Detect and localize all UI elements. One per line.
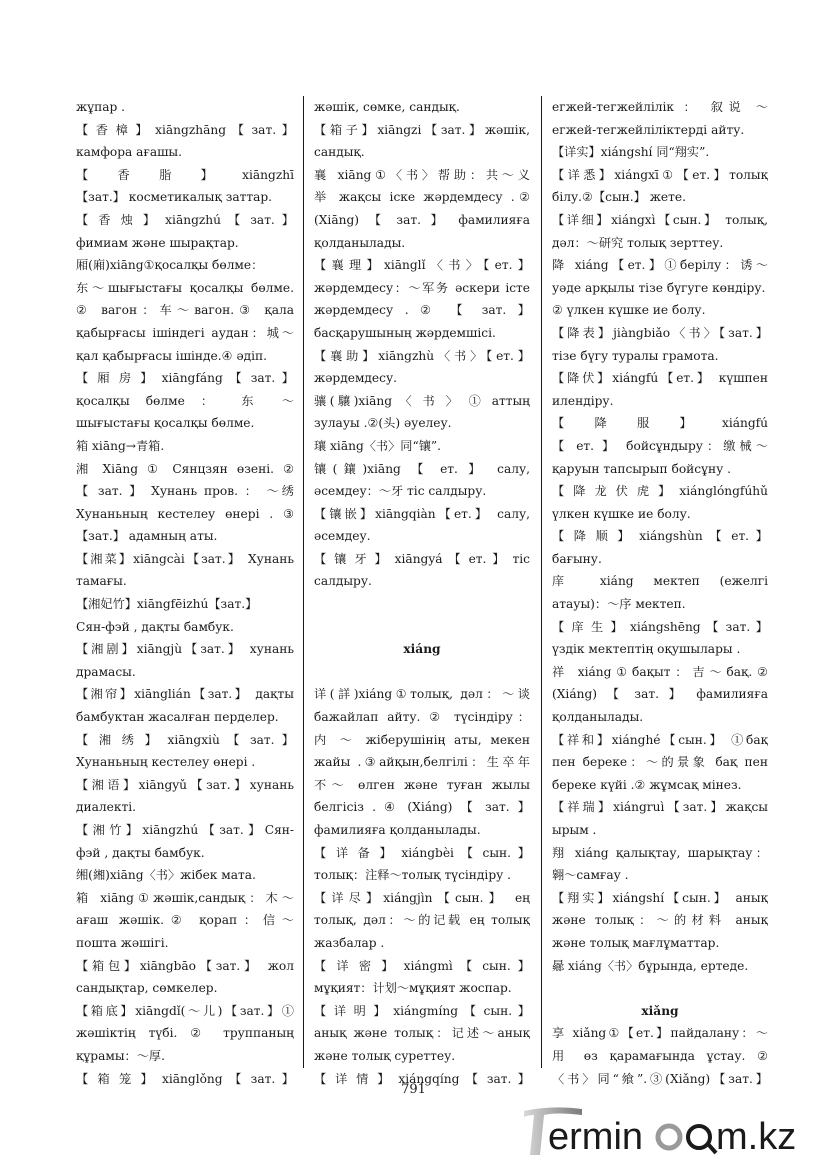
entry-line: 东～шығыстағы қосалқы бөлме. xyxy=(76,280,294,295)
entry-line: 【 详 备 】 xiángbèi 【 сын. 】 xyxy=(314,845,530,860)
blank-line xyxy=(552,977,768,1000)
entry-line: 用 өз қарамағында ұстау. ② xyxy=(552,1048,768,1063)
entry-line: 【翔实】xiángshí【сын.】 анық xyxy=(552,890,768,905)
entry-line: мұқият：计划～мұқият жоспар. xyxy=(314,981,512,996)
entry-line: 【湘语】xiāngyǔ【зат.】хунань xyxy=(76,777,294,792)
entry-line: 【 зат. 】 Хунань пров. ： ～绣 xyxy=(76,484,294,499)
entry-line: жәшіктің түбі. ② труппаның xyxy=(76,1026,294,1041)
entry-line: үздік мектептің оқушылары . xyxy=(552,642,741,657)
entry-line: қолданылады. xyxy=(314,235,406,250)
entry-line: жәрдемдесу . ② 【 зат. 】 xyxy=(314,303,530,318)
entry-line: 厢(廂)xiāng①қосалқы бөлме： xyxy=(76,258,264,273)
entry-line: және толық：～的材料 анық xyxy=(552,913,768,928)
entry-line: 【箱底】xiāngdǐ(～儿)【зат.】① xyxy=(76,1003,294,1018)
blank-line xyxy=(314,593,530,616)
logo-ring-c xyxy=(658,1126,680,1148)
entry-line: басқарушының жәрдемшісі. xyxy=(314,325,496,340)
entry-line: жазбалар . xyxy=(314,935,385,950)
entry-line: илендіру. xyxy=(552,393,614,408)
entry-line: 庠 xiáng мектеп (ежелгі xyxy=(552,574,768,589)
entry-line: сандық. xyxy=(314,145,365,160)
entry-line: 降 xiáng【ет.】①берілу：诱～ xyxy=(552,258,768,273)
entry-line: ағаш жәшік.② қорап：信～ xyxy=(76,913,294,928)
entry-line: үлкен күшке ие болу. xyxy=(552,506,691,521)
entry-line: Сян-фэй , дақты бамбук. xyxy=(76,619,234,634)
entry-line: Хунаньның кестелеу өнері . ③ xyxy=(76,506,294,521)
entry-line: 【 降 顺 】 xiángshùn 【 ет. 】 xyxy=(552,529,768,544)
entry-line: 【 ет. 】 бойсұндыру：缴械～ xyxy=(552,438,768,453)
entry-line: 【襄助】xiāngzhù〈书〉【ет.】 xyxy=(314,348,530,363)
dictionary-column-1 xyxy=(76,96,294,1090)
entry-line: 【详悉】xiángxī①【ет.】толық xyxy=(552,167,768,182)
entry-line: Хунаньның кестелеу өнері . xyxy=(76,755,256,770)
entry-line: 【降伏】xiángfú【ет.】 күшпен xyxy=(552,371,768,386)
entry-line: қал қабырғасы ішінде.④ әдіп. xyxy=(76,348,268,363)
entry-line: 【 香 烛 】 xiāngzhú 【 зат. 】 xyxy=(76,212,294,227)
entry-line: 祥 xiáng①бақыт：吉～бақ.② xyxy=(552,664,768,679)
entry-line: 【 香 樟 】 xiāngzhāng 【 зат. 】 xyxy=(76,122,294,137)
entry-line: ② вагон：车～вагон.③ қала xyxy=(76,303,294,318)
entry-line: егжей-тегжейлілік ： 叙说 ～ xyxy=(552,100,768,114)
entry-line: 【湘帘】xiānglián【зат.】 дақты xyxy=(76,687,294,702)
entry-line: 曏 xiáng〈书〉бұрында, ертеде. xyxy=(552,958,749,973)
entry-line: толық, дәл：～的记载 ең толық xyxy=(314,913,530,928)
entry-line: 【 厢 房 】 xiāngfáng 【 зат. 】 xyxy=(76,371,294,386)
entry-line: пен береке：～的景象 бақ пен xyxy=(552,755,768,770)
entry-line: білу.②【сын.】 жете. xyxy=(552,190,686,205)
entry-line: 【湘剧】xiāngjù【зат.】 хунань xyxy=(76,642,294,657)
logo-ring-tail xyxy=(708,1144,716,1153)
entry-line: 【箱包】xiāngbāo【зат.】 жол xyxy=(76,958,294,973)
logo-ring-o xyxy=(688,1126,710,1148)
blank-line xyxy=(314,616,530,639)
entry-line: 【镶嵌】xiāngqiàn【ет.】 салу, xyxy=(314,506,530,521)
entry-line: бамбуктан жасалған перделер. xyxy=(76,710,279,725)
entry-line: белгісіз . ④ (Xiáng) 【 зат. 】 xyxy=(314,800,530,815)
entry-line: қабырғасы ішіндегі аудан：城～ xyxy=(76,325,294,340)
entry-line: камфора ағашы. xyxy=(76,145,182,160)
entry-line: 箱 xiāng→青箱. xyxy=(76,438,165,453)
entry-line: 【 箱 笼 】 xiānglǒng 【 зат. 】 xyxy=(76,1071,294,1086)
entry-line: тізе бүгу туралы грамота. xyxy=(552,348,719,363)
entry-line: қосалқы бөлме ： 东 ～ xyxy=(76,393,294,408)
column-divider xyxy=(541,96,542,1068)
entry-line: және толық суреттеу. xyxy=(314,1048,456,1063)
entry-line: ② үлкен күшке ие болу. xyxy=(552,303,706,318)
entry-line: 【箱子】xiāngzi【зат.】жәшік, xyxy=(314,122,530,137)
entry-line: шығыстағы қосалқы бөлме. xyxy=(76,416,255,431)
entry-line: және толық мағлұматтар. xyxy=(552,935,720,950)
entry-line: әсемдеу：～牙 тіс салдыру. xyxy=(314,484,487,499)
entry-line: 翱～самғау . xyxy=(552,868,629,883)
entry-line: қаруын тапсырып бойсұну . xyxy=(552,461,732,476)
logo-wordmark-right: m.kz xyxy=(716,1116,797,1158)
entry-line: 【зат.】 адамның аты. xyxy=(76,529,218,544)
entry-line: уәде арқылы тізе бүгуге көндіру. xyxy=(552,280,766,295)
entry-line: 享 xiǎng①【ет.】пайдалану：～ xyxy=(552,1026,768,1041)
entry-line: 【 湘 绣 】 xiāngxiù 【 зат. 】 xyxy=(76,732,294,747)
entry-line: жәшік, сөмке, сандық. xyxy=(314,100,460,114)
entry-line: дәл：～研究 толық зерттеу. xyxy=(552,235,724,250)
page-number: 791 xyxy=(401,1082,426,1097)
entry-line: жұпар . xyxy=(76,100,126,114)
entry-line: 【祥和】xiánghé【сын.】 ①бақ xyxy=(552,732,768,747)
entry-line: 【襄理】xiānglǐ〈书〉【ет.】 xyxy=(314,258,530,273)
entry-line: 【湘妃竹】xiāngfēizhú【зат.】 xyxy=(76,597,258,612)
entry-line: толық：注释～толық түсіндіру . xyxy=(314,868,512,883)
entry-line: 襄 xiāng①〈书〉帮助：共～义 xyxy=(314,167,530,182)
entry-line: салдыру. xyxy=(314,574,372,589)
entry-line: 【详实】xiángshí 同“翔实”. xyxy=(552,145,710,160)
entry-line: береке күйі .② жұмсақ мінез. xyxy=(552,777,742,792)
entry-line: жайы .③айқын,белгілі：生卒年 xyxy=(314,755,530,770)
entry-line: егжей-тегжейліліктерді айту. xyxy=(552,122,745,137)
entry-line: құрамы：～厚. xyxy=(76,1048,165,1063)
entry-line: 【 详 密 】 xiángmì 【 сын. 】 xyxy=(314,958,530,973)
entry-line: ырым . xyxy=(552,823,597,837)
entry-line: 不～ өлген және туған жылы xyxy=(314,777,530,792)
entry-line: фамилияға қолданылады. xyxy=(314,823,481,837)
entry-line: әсемдеу. xyxy=(314,529,371,544)
dictionary-column-2 xyxy=(314,96,530,1090)
entry-line: тамағы. xyxy=(76,574,127,589)
entry-line: жәрдемдесу：～军务 әскери істе xyxy=(314,280,530,295)
entry-line: 【 香 脂 】 xiāngzhī xyxy=(76,167,294,182)
entry-line: 【 庠 生 】 xiángshēng 【 зат. 】 xyxy=(552,619,768,634)
column-divider xyxy=(303,96,304,1068)
entry-line: диалектi. xyxy=(76,800,136,815)
entry-line: сандықтар, сөмкелер. xyxy=(76,981,218,996)
entry-line: 【 详 情 】 xiángqíng 【 зат. 】 xyxy=(314,1071,530,1086)
entry-line: 镶(鑲)xiāng 【 ет. 】 салу, xyxy=(314,461,530,476)
entry-line: 举 жақсы іске жәрдемдесу .② xyxy=(314,190,530,205)
entry-line: 【降表】jiàngbiǎo〈书〉【зат.】 xyxy=(552,325,768,340)
entry-line: 箱 xiāng①жәшік,сандық：木～ xyxy=(76,890,294,905)
entry-line: 【详尽】xiángjìn【сын.】 ең xyxy=(314,890,530,905)
entry-line: пошта жәшігі. xyxy=(76,935,169,950)
entry-line: (Xiāng) 【 зат. 】 фамилияға xyxy=(314,212,530,227)
entry-line: 【зат.】 косметикалық заттар. xyxy=(76,190,273,205)
entry-line: 【 详 明 】 xiángmíng 【 сын. 】 xyxy=(314,1003,530,1018)
entry-line: 【祥瑞】xiángruì【зат.】жақсы xyxy=(552,800,768,815)
dictionary-column-3 xyxy=(552,96,768,1090)
entry-line: қолданылады. xyxy=(552,710,644,725)
entry-line: бағыну. xyxy=(552,551,602,566)
entry-line: атауы)：～序 мектеп. xyxy=(552,597,686,612)
entry-line: 骧(驤)xiāng 〈 书 〉 ① аттың xyxy=(314,393,530,408)
section-heading: xiǎng xyxy=(641,1003,679,1018)
logo-wordmark-left: ermin xyxy=(548,1116,644,1158)
entry-line: жәрдемдесу. xyxy=(314,371,398,386)
entry-line: 【 降 龙 伏 虎 】 xiánglóngfúhǔ xyxy=(552,484,768,499)
entry-line: 【 降 服 】 xiángfú xyxy=(552,416,768,431)
entry-line: 缃(緗)xiāng〈书〉жібек мата. xyxy=(76,868,256,883)
entry-line: 湘 Xiāng ① Сянцзян өзені. ② xyxy=(76,461,294,476)
entry-line: фимиам және шырақтар. xyxy=(76,235,239,250)
termincom-logo[interactable] xyxy=(522,1103,812,1159)
entry-line: зулауы .②(头) әуелеу. xyxy=(314,416,452,431)
entry-line: драмасы. xyxy=(76,664,136,679)
entry-line: бажайлап айту. ② түсіндіру： xyxy=(314,710,530,725)
entry-line: 【详细】xiángxì【сын.】 толық, xyxy=(552,212,768,227)
entry-line: (Xiáng) 【 зат. 】 фамилияға xyxy=(552,687,768,702)
section-heading: xiáng xyxy=(403,642,441,657)
entry-line: 【湘竹】xiāngzhú【зат.】Сян- xyxy=(76,823,294,837)
entry-line: 【湘菜】xiāngcài【зат.】 Хунань xyxy=(76,551,294,566)
entry-line: фэй , дақты бамбук. xyxy=(76,845,205,860)
entry-line: 〈书〉同“飨”.③(Xiǎng)【зат.】 xyxy=(552,1071,768,1086)
entry-line: 详(詳)xiáng①толық, дәл：～谈 xyxy=(314,687,530,702)
entry-line: анық және толық：记述～анық xyxy=(314,1026,530,1041)
entry-line: 瓖 xiāng〈书〉同“镶”. xyxy=(314,438,442,453)
blank-line xyxy=(314,661,530,684)
entry-line: 内 ～ жіберушінің аты, мекен xyxy=(314,732,530,747)
entry-line: 翔 xiáng қалықтау, шарықтау： xyxy=(552,845,768,860)
entry-line: 【 镶 牙 】 xiāngyá 【 ет. 】 тіс xyxy=(314,551,530,566)
